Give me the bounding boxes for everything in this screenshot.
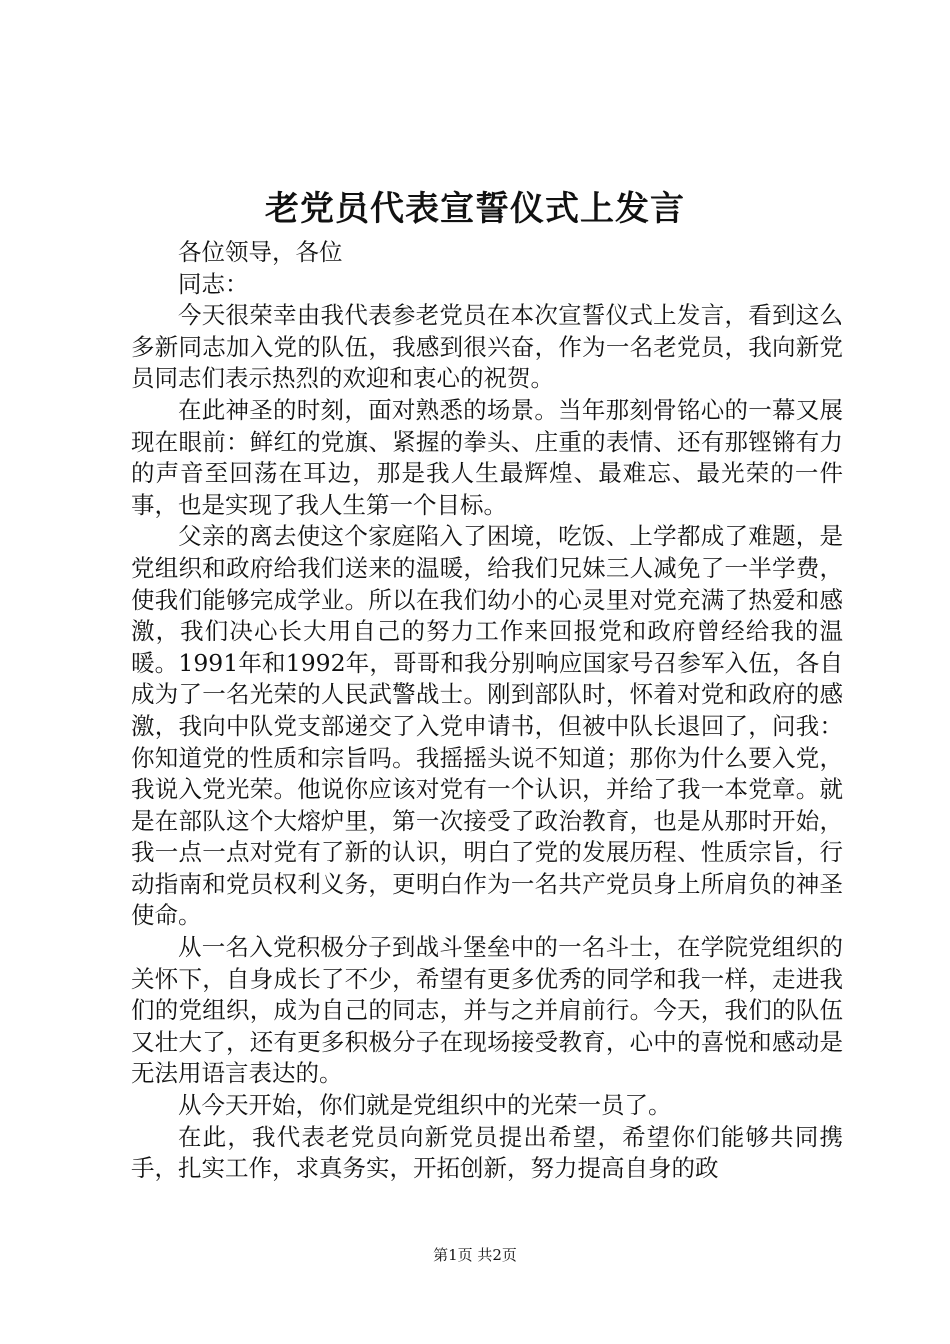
page-footer: 第1页 共2页 bbox=[433, 1246, 517, 1264]
body-paragraph: 今天很荣幸由我代表参老党员在本次宣誓仪式上发言，看到这么多新同志加入党的队伍，我感到很兴奋，作为一名老党员，我向新党员同志们表示热烈的欢迎和衷心的祝贺。 bbox=[131, 301, 843, 393]
document-body bbox=[131, 237, 843, 1185]
document-title: 老党员代表宣誓仪式上发言 bbox=[265, 189, 685, 229]
salutation-line: 同志： bbox=[178, 269, 249, 298]
body-paragraph: 父亲的离去使这个家庭陷入了困境，吃饭、上学都成了难题，是党组织和政府给我们送来的温暖，给我们兄妹三人减免了一半学费，使我们能够完成学业。所以在我们幼小的心灵里对党充满了热爱和感激，我们决心长大用自己的努力工作来回报党和政府曾经给我的温暖。1991年和1992年，哥哥和我分别响应国家号召参军入伍，各自成为了一名光荣的人民武警战士。刚到部队时，怀着对党和政府的感激，我向中队党支部递交了入党申请书，但被中队长退回了，问我：你知道党的性质和宗旨吗。我摇摇头说不知道；那你为什么要入党，我说入党光荣。他说你应该对党有一个认识，并给了我一本党章。就是在部队这个大熔炉里，第一次接受了政治教育，也是从那时开始，我一点一点对党有了新的认识，明白了党的发展历程、性质宗旨，行动指南和党员权利义务，更明白作为一名共产党员身上所肩负的神圣使命。 bbox=[131, 522, 843, 930]
salutation-line: 各位领导，各位 bbox=[178, 238, 343, 266]
body-paragraph: 在此，我代表老党员向新党员提出希望，希望你们能够共同携手，扎实工作，求真务实，开拓创新，努力提高自身的政 bbox=[131, 1122, 843, 1183]
body-paragraph: 从一名入党积极分子到战斗堡垒中的一名斗士，在学院党组织的关怀下，自身成长了不少，希望有更多优秀的同学和我一样，走进我们的党组织，成为自己的同志，并与之并肩前行。今天，我们的队伍又壮大了，还有更多积极分子在现场接受教育，心中的喜悦和感动是无法用语言表达的。 bbox=[131, 933, 843, 1088]
body-paragraph: 从今天开始，你们就是党组织中的光荣一员了。 bbox=[178, 1091, 672, 1120]
body-paragraph: 在此神圣的时刻，面对熟悉的场景。当年那刻骨铭心的一幕又展现在眼前：鲜红的党旗、紧握的拳头、庄重的表情、还有那铿锵有力的声音至回荡在耳边，那是我人生最辉煌、最难忘、最光荣的一件事，也是实现了我人生第一个目标。 bbox=[131, 395, 843, 519]
